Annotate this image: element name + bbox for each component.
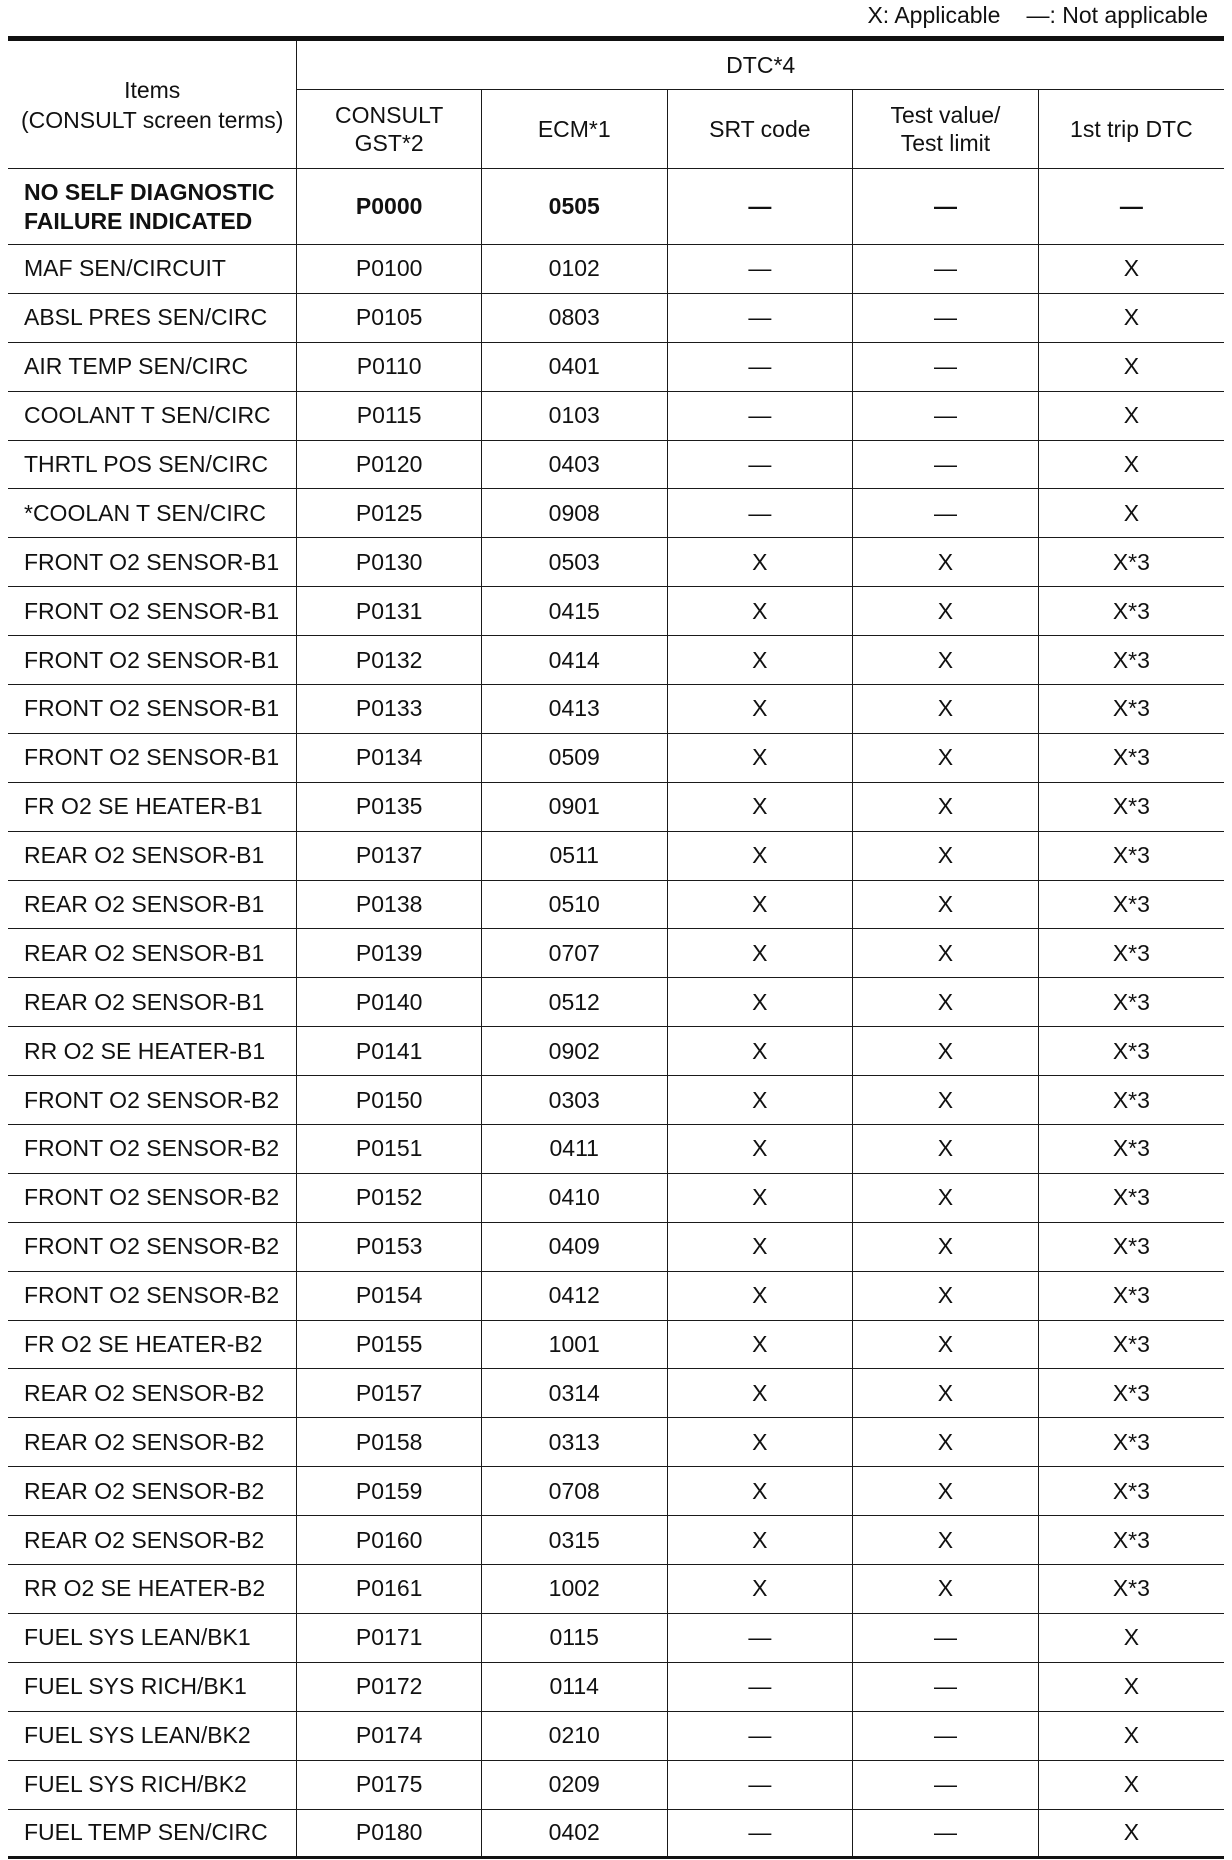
trip-cell: X bbox=[1038, 1711, 1224, 1760]
trip-cell: X*3 bbox=[1038, 1125, 1224, 1174]
header-dtc-group: DTC*4 bbox=[297, 39, 1224, 90]
test-cell: X bbox=[853, 636, 1039, 685]
header-items-line2: (CONSULT screen terms) bbox=[20, 106, 284, 133]
trip-cell: X bbox=[1038, 342, 1224, 391]
srt-cell: X bbox=[667, 1027, 853, 1076]
srt-cell: X bbox=[667, 1076, 853, 1125]
trip-cell: X*3 bbox=[1038, 1076, 1224, 1125]
header-first-trip-dtc: 1st trip DTC bbox=[1038, 90, 1224, 169]
ecm-cell: 0415 bbox=[481, 587, 667, 636]
gst-cell: P0155 bbox=[297, 1320, 482, 1369]
gst-cell: P0120 bbox=[297, 440, 482, 489]
test-cell: — bbox=[853, 293, 1039, 342]
test-cell: — bbox=[853, 489, 1039, 538]
srt-cell: X bbox=[667, 782, 853, 831]
srt-cell: X bbox=[667, 831, 853, 880]
table-row bbox=[8, 1076, 1224, 1125]
gst-cell: P0105 bbox=[297, 293, 482, 342]
test-cell: X bbox=[853, 685, 1039, 734]
item-cell: REAR O2 SENSOR-B1 bbox=[8, 929, 297, 978]
item-cell: FRONT O2 SENSOR-B2 bbox=[8, 1076, 297, 1125]
trip-cell: X bbox=[1038, 1662, 1224, 1711]
srt-cell: X bbox=[667, 1125, 853, 1174]
trip-cell: X*3 bbox=[1038, 1027, 1224, 1076]
table-row bbox=[8, 978, 1224, 1027]
test-cell: — bbox=[853, 1613, 1039, 1662]
test-cell: X bbox=[853, 978, 1039, 1027]
ecm-cell: 0901 bbox=[481, 782, 667, 831]
srt-cell: X bbox=[667, 1271, 853, 1320]
test-cell: — bbox=[853, 169, 1039, 245]
trip-cell: X*3 bbox=[1038, 978, 1224, 1027]
table-row bbox=[8, 831, 1224, 880]
srt-cell: X bbox=[667, 1418, 853, 1467]
item-cell: COOLANT T SEN/CIRC bbox=[8, 391, 297, 440]
legend-not-applicable: —: Not applicable bbox=[1026, 2, 1208, 28]
ecm-cell: 1001 bbox=[481, 1320, 667, 1369]
header-items-line1: Items bbox=[124, 76, 181, 103]
table-row bbox=[8, 1809, 1224, 1858]
srt-cell: — bbox=[667, 1613, 853, 1662]
ecm-cell: 0411 bbox=[481, 1125, 667, 1174]
trip-cell: X bbox=[1038, 245, 1224, 294]
gst-cell: P0154 bbox=[297, 1271, 482, 1320]
test-cell: X bbox=[853, 929, 1039, 978]
table-row bbox=[8, 636, 1224, 685]
ecm-cell: 0412 bbox=[481, 1271, 667, 1320]
test-cell: X bbox=[853, 1369, 1039, 1418]
gst-cell: P0115 bbox=[297, 391, 482, 440]
ecm-cell: 0505 bbox=[481, 169, 667, 245]
ecm-cell: 0510 bbox=[481, 880, 667, 929]
trip-cell: X bbox=[1038, 440, 1224, 489]
srt-cell: — bbox=[667, 342, 853, 391]
test-cell: X bbox=[853, 538, 1039, 587]
test-cell: X bbox=[853, 1565, 1039, 1614]
gst-cell: P0139 bbox=[297, 929, 482, 978]
table-row bbox=[8, 1271, 1224, 1320]
table-row bbox=[8, 1320, 1224, 1369]
header-consult-gst-line2: GST*2 bbox=[354, 130, 424, 156]
srt-cell: X bbox=[667, 1173, 853, 1222]
header-test-value bbox=[853, 90, 1039, 169]
ecm-cell: 0209 bbox=[481, 1760, 667, 1809]
srt-cell: X bbox=[667, 636, 853, 685]
header-test-value-line2: Test limit bbox=[900, 130, 991, 156]
srt-cell: — bbox=[667, 391, 853, 440]
trip-cell: X bbox=[1038, 1760, 1224, 1809]
gst-cell: P0134 bbox=[297, 733, 482, 782]
ecm-cell: 0115 bbox=[481, 1613, 667, 1662]
item-cell: FUEL SYS LEAN/BK2 bbox=[8, 1711, 297, 1760]
table-row bbox=[8, 1418, 1224, 1467]
ecm-cell: 0512 bbox=[481, 978, 667, 1027]
item-cell: FRONT O2 SENSOR-B1 bbox=[8, 538, 297, 587]
srt-cell: X bbox=[667, 1222, 853, 1271]
test-cell: X bbox=[853, 1222, 1039, 1271]
trip-cell: X*3 bbox=[1038, 782, 1224, 831]
gst-cell: P0175 bbox=[297, 1760, 482, 1809]
item-cell: FRONT O2 SENSOR-B1 bbox=[8, 636, 297, 685]
gst-cell: P0159 bbox=[297, 1467, 482, 1516]
test-cell: — bbox=[853, 391, 1039, 440]
trip-cell: X*3 bbox=[1038, 1173, 1224, 1222]
trip-cell: X*3 bbox=[1038, 880, 1224, 929]
trip-cell: X*3 bbox=[1038, 1467, 1224, 1516]
trip-cell: X*3 bbox=[1038, 929, 1224, 978]
ecm-cell: 0401 bbox=[481, 342, 667, 391]
ecm-cell: 0313 bbox=[481, 1418, 667, 1467]
gst-cell: P0158 bbox=[297, 1418, 482, 1467]
srt-cell: X bbox=[667, 880, 853, 929]
table-row bbox=[8, 1760, 1224, 1809]
srt-cell: X bbox=[667, 929, 853, 978]
item-cell: RR O2 SE HEATER-B2 bbox=[8, 1565, 297, 1614]
ecm-cell: 0114 bbox=[481, 1662, 667, 1711]
ecm-cell: 0410 bbox=[481, 1173, 667, 1222]
ecm-cell: 0511 bbox=[481, 831, 667, 880]
ecm-cell: 0314 bbox=[481, 1369, 667, 1418]
header-consult-gst-line1: CONSULT bbox=[335, 102, 444, 128]
trip-cell: — bbox=[1038, 169, 1224, 245]
test-cell: X bbox=[853, 1516, 1039, 1565]
trip-cell: X*3 bbox=[1038, 1320, 1224, 1369]
item-cell: FR O2 SE HEATER-B2 bbox=[8, 1320, 297, 1369]
trip-cell: X*3 bbox=[1038, 1271, 1224, 1320]
header-test-value-line1: Test value/ bbox=[890, 102, 1001, 128]
table-row bbox=[8, 489, 1224, 538]
item-cell: REAR O2 SENSOR-B2 bbox=[8, 1467, 297, 1516]
table-row bbox=[8, 1125, 1224, 1174]
gst-cell: P0172 bbox=[297, 1662, 482, 1711]
ecm-cell: 0902 bbox=[481, 1027, 667, 1076]
item-cell: FRONT O2 SENSOR-B1 bbox=[8, 685, 297, 734]
legend-applicable: X: Applicable bbox=[867, 2, 1001, 28]
ecm-cell: 0908 bbox=[481, 489, 667, 538]
srt-cell: X bbox=[667, 1369, 853, 1418]
gst-cell: P0153 bbox=[297, 1222, 482, 1271]
item-line1: NO SELF DIAGNOSTIC bbox=[24, 178, 275, 205]
gst-cell: P0161 bbox=[297, 1565, 482, 1614]
header-srt-code: SRT code bbox=[667, 90, 853, 169]
gst-cell: P0174 bbox=[297, 1711, 482, 1760]
item-cell: REAR O2 SENSOR-B2 bbox=[8, 1516, 297, 1565]
srt-cell: — bbox=[667, 1760, 853, 1809]
gst-cell: P0171 bbox=[297, 1613, 482, 1662]
table-row bbox=[8, 342, 1224, 391]
item-cell: THRTL POS SEN/CIRC bbox=[8, 440, 297, 489]
trip-cell: X*3 bbox=[1038, 1418, 1224, 1467]
test-cell: — bbox=[853, 440, 1039, 489]
ecm-cell: 0509 bbox=[481, 733, 667, 782]
item-cell: FUEL SYS RICH/BK2 bbox=[8, 1760, 297, 1809]
test-cell: X bbox=[853, 1271, 1039, 1320]
trip-cell: X bbox=[1038, 489, 1224, 538]
test-cell: X bbox=[853, 1320, 1039, 1369]
item-cell: REAR O2 SENSOR-B1 bbox=[8, 978, 297, 1027]
table-row bbox=[8, 169, 1224, 245]
ecm-cell: 0210 bbox=[481, 1711, 667, 1760]
test-cell: — bbox=[853, 1662, 1039, 1711]
srt-cell: — bbox=[667, 1711, 853, 1760]
item-cell: MAF SEN/CIRCUIT bbox=[8, 245, 297, 294]
test-cell: X bbox=[853, 1125, 1039, 1174]
gst-cell: P0131 bbox=[297, 587, 482, 636]
table-row bbox=[8, 880, 1224, 929]
ecm-cell: 0414 bbox=[481, 636, 667, 685]
test-cell: X bbox=[853, 1418, 1039, 1467]
table-row bbox=[8, 1369, 1224, 1418]
gst-cell: P0138 bbox=[297, 880, 482, 929]
trip-cell: X bbox=[1038, 391, 1224, 440]
srt-cell: X bbox=[667, 1565, 853, 1614]
table-row bbox=[8, 1027, 1224, 1076]
gst-cell: P0152 bbox=[297, 1173, 482, 1222]
item-cell: FRONT O2 SENSOR-B1 bbox=[8, 733, 297, 782]
test-cell: — bbox=[853, 1760, 1039, 1809]
trip-cell: X*3 bbox=[1038, 1369, 1224, 1418]
trip-cell: X*3 bbox=[1038, 685, 1224, 734]
table-row bbox=[8, 1565, 1224, 1614]
test-cell: X bbox=[853, 1076, 1039, 1125]
trip-cell: X bbox=[1038, 293, 1224, 342]
table-row bbox=[8, 440, 1224, 489]
table-row bbox=[8, 391, 1224, 440]
test-cell: X bbox=[853, 1027, 1039, 1076]
srt-cell: X bbox=[667, 733, 853, 782]
item-cell: FRONT O2 SENSOR-B2 bbox=[8, 1173, 297, 1222]
item-cell: FUEL SYS RICH/BK1 bbox=[8, 1662, 297, 1711]
item-cell: ABSL PRES SEN/CIRC bbox=[8, 293, 297, 342]
trip-cell: X*3 bbox=[1038, 1565, 1224, 1614]
test-cell: X bbox=[853, 782, 1039, 831]
header-ecm: ECM*1 bbox=[481, 90, 667, 169]
test-cell: X bbox=[853, 1467, 1039, 1516]
srt-cell: X bbox=[667, 685, 853, 734]
table-row bbox=[8, 538, 1224, 587]
gst-cell: P0132 bbox=[297, 636, 482, 685]
table-row bbox=[8, 1711, 1224, 1760]
srt-cell: X bbox=[667, 1516, 853, 1565]
gst-cell: P0137 bbox=[297, 831, 482, 880]
table-row bbox=[8, 293, 1224, 342]
item-line2: FAILURE INDICATED bbox=[24, 207, 253, 234]
test-cell: X bbox=[853, 587, 1039, 636]
test-cell: — bbox=[853, 1711, 1039, 1760]
ecm-cell: 0707 bbox=[481, 929, 667, 978]
dtc-table bbox=[8, 36, 1224, 1859]
test-cell: X bbox=[853, 880, 1039, 929]
test-cell: X bbox=[853, 831, 1039, 880]
item-cell: FRONT O2 SENSOR-B2 bbox=[8, 1222, 297, 1271]
test-cell: — bbox=[853, 1809, 1039, 1858]
srt-cell: — bbox=[667, 293, 853, 342]
srt-cell: — bbox=[667, 1662, 853, 1711]
table-row bbox=[8, 733, 1224, 782]
table-row bbox=[8, 587, 1224, 636]
table-row bbox=[8, 1516, 1224, 1565]
ecm-cell: 0503 bbox=[481, 538, 667, 587]
header-row-top bbox=[8, 39, 1224, 90]
item-cell: FUEL TEMP SEN/CIRC bbox=[8, 1809, 297, 1858]
ecm-cell: 0708 bbox=[481, 1467, 667, 1516]
trip-cell: X*3 bbox=[1038, 636, 1224, 685]
item-cell: FRONT O2 SENSOR-B1 bbox=[8, 587, 297, 636]
gst-cell: P0125 bbox=[297, 489, 482, 538]
trip-cell: X*3 bbox=[1038, 538, 1224, 587]
table-row bbox=[8, 782, 1224, 831]
gst-cell: P0130 bbox=[297, 538, 482, 587]
item-cell: *COOLAN T SEN/CIRC bbox=[8, 489, 297, 538]
test-cell: — bbox=[853, 342, 1039, 391]
item-cell: REAR O2 SENSOR-B1 bbox=[8, 880, 297, 929]
table-row bbox=[8, 1662, 1224, 1711]
trip-cell: X*3 bbox=[1038, 1516, 1224, 1565]
table-row bbox=[8, 929, 1224, 978]
ecm-cell: 0403 bbox=[481, 440, 667, 489]
table-row bbox=[8, 1222, 1224, 1271]
header-consult-gst bbox=[297, 90, 482, 169]
item-cell bbox=[8, 169, 297, 245]
gst-cell: P0160 bbox=[297, 1516, 482, 1565]
trip-cell: X bbox=[1038, 1613, 1224, 1662]
item-cell: REAR O2 SENSOR-B1 bbox=[8, 831, 297, 880]
ecm-cell: 0413 bbox=[481, 685, 667, 734]
trip-cell: X*3 bbox=[1038, 587, 1224, 636]
gst-cell: P0110 bbox=[297, 342, 482, 391]
srt-cell: X bbox=[667, 538, 853, 587]
ecm-cell: 0102 bbox=[481, 245, 667, 294]
ecm-cell: 0103 bbox=[481, 391, 667, 440]
table-row bbox=[8, 1467, 1224, 1516]
srt-cell: — bbox=[667, 245, 853, 294]
legend bbox=[841, 0, 1208, 32]
item-cell: FRONT O2 SENSOR-B2 bbox=[8, 1125, 297, 1174]
gst-cell: P0151 bbox=[297, 1125, 482, 1174]
table-row bbox=[8, 1613, 1224, 1662]
srt-cell: X bbox=[667, 978, 853, 1027]
gst-cell: P0100 bbox=[297, 245, 482, 294]
ecm-cell: 0402 bbox=[481, 1809, 667, 1858]
srt-cell: X bbox=[667, 1320, 853, 1369]
gst-cell: P0157 bbox=[297, 1369, 482, 1418]
trip-cell: X*3 bbox=[1038, 831, 1224, 880]
gst-cell: P0141 bbox=[297, 1027, 482, 1076]
table-row bbox=[8, 1173, 1224, 1222]
ecm-cell: 0303 bbox=[481, 1076, 667, 1125]
item-cell: REAR O2 SENSOR-B2 bbox=[8, 1369, 297, 1418]
ecm-cell: 0409 bbox=[481, 1222, 667, 1271]
srt-cell: — bbox=[667, 440, 853, 489]
test-cell: X bbox=[853, 1173, 1039, 1222]
gst-cell: P0133 bbox=[297, 685, 482, 734]
srt-cell: — bbox=[667, 1809, 853, 1858]
header-items bbox=[8, 39, 297, 169]
gst-cell: P0180 bbox=[297, 1809, 482, 1858]
srt-cell: X bbox=[667, 587, 853, 636]
trip-cell: X bbox=[1038, 1809, 1224, 1858]
item-cell: REAR O2 SENSOR-B2 bbox=[8, 1418, 297, 1467]
gst-cell: P0135 bbox=[297, 782, 482, 831]
table-row bbox=[8, 245, 1224, 294]
trip-cell: X*3 bbox=[1038, 733, 1224, 782]
gst-cell: P0000 bbox=[297, 169, 482, 245]
srt-cell: — bbox=[667, 169, 853, 245]
srt-cell: — bbox=[667, 489, 853, 538]
test-cell: X bbox=[853, 733, 1039, 782]
test-cell: — bbox=[853, 245, 1039, 294]
gst-cell: P0140 bbox=[297, 978, 482, 1027]
ecm-cell: 1002 bbox=[481, 1565, 667, 1614]
item-cell: AIR TEMP SEN/CIRC bbox=[8, 342, 297, 391]
item-cell: FUEL SYS LEAN/BK1 bbox=[8, 1613, 297, 1662]
table-body bbox=[8, 169, 1224, 1858]
ecm-cell: 0315 bbox=[481, 1516, 667, 1565]
srt-cell: X bbox=[667, 1467, 853, 1516]
gst-cell: P0150 bbox=[297, 1076, 482, 1125]
trip-cell: X*3 bbox=[1038, 1222, 1224, 1271]
item-cell: RR O2 SE HEATER-B1 bbox=[8, 1027, 297, 1076]
item-cell: FRONT O2 SENSOR-B2 bbox=[8, 1271, 297, 1320]
ecm-cell: 0803 bbox=[481, 293, 667, 342]
table-row bbox=[8, 685, 1224, 734]
item-cell: FR O2 SE HEATER-B1 bbox=[8, 782, 297, 831]
